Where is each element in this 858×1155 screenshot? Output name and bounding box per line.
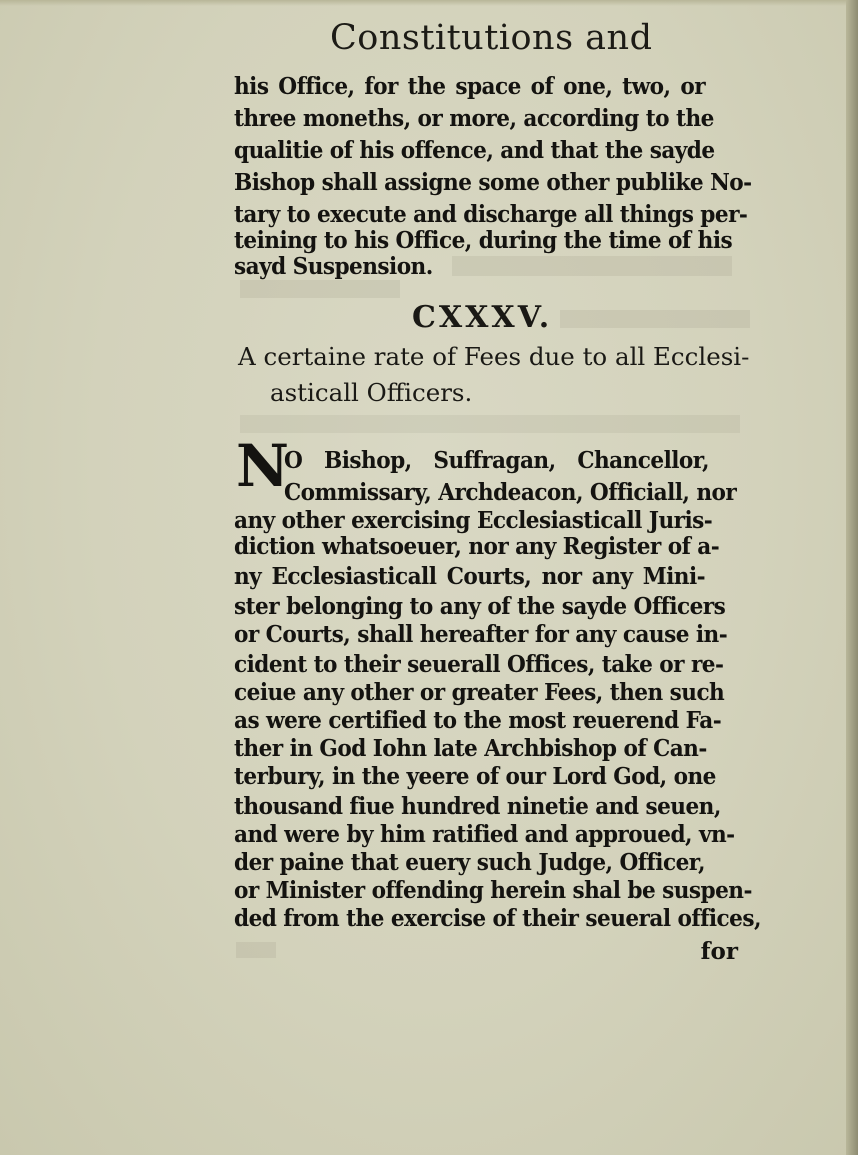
chapter-title-line: A certaine rate of Fees due to all Ecclesi- (238, 342, 750, 371)
running-head: Constitutions and (330, 18, 653, 58)
text-line: three moneths, or more, according to the (234, 104, 714, 132)
text-line: or Minister offending herein shal be suspen- (234, 876, 752, 904)
text-line: tary to execute and discharge all things per- (234, 200, 748, 228)
text-line: sayd Suspension. (234, 252, 433, 280)
show-through-mark (560, 310, 750, 328)
text-line: ther in God Iohn late Archbishop of Can- (234, 734, 707, 762)
text-line: Commissary, Archdeacon, Officiall, nor (284, 478, 737, 506)
text-line: cident to their seuerall Offices, take or re- (234, 650, 724, 678)
text-line: ceiue any other or greater Fees, then such (234, 678, 725, 706)
text-line: der paine that euery such Judge, Officer, (234, 848, 706, 876)
text-line: teining to his Office, during the time of his (234, 226, 733, 254)
chapter-title-line: asticall Officers. (270, 378, 473, 407)
text-line: thousand fiue hundred ninetie and seuen, (234, 792, 721, 820)
drop-initial: N (236, 432, 290, 500)
text-line: ded from the exercise of their seueral offices, (234, 904, 761, 932)
text-line: diction whatsoeuer, nor any Register of a- (234, 532, 720, 560)
text-line: or Courts, shall hereafter for any cause in- (234, 620, 728, 648)
show-through-mark (236, 942, 276, 958)
text-line: terbury, in the yeere of our Lord God, one (234, 762, 716, 790)
page-top-edge (0, 0, 858, 6)
show-through-mark (240, 280, 400, 298)
text-line: ny Ecclesiasticall Courts, nor any Mini- (234, 562, 706, 590)
text-line: ster belonging to any of the sayde Officers (234, 592, 726, 620)
text-line: as were certified to the most reuerend Fa- (234, 706, 722, 734)
text-line: Bishop shall assigne some other publike No- (234, 168, 752, 196)
text-line: O Bishop, Suffragan, Chancellor, (284, 446, 710, 474)
show-through-mark (240, 415, 740, 433)
page-right-edge (846, 0, 858, 1155)
text-line: qualitie of his offence, and that the sayde (234, 136, 715, 164)
text-line: his Office, for the space of one, two, or (234, 72, 706, 100)
text-line: any other exercising Ecclesiasticall Juris- (234, 506, 713, 534)
catchword: for (700, 938, 738, 965)
text-line: and were by him ratified and approued, vn- (234, 820, 735, 848)
chapter-number: CXXXV. (412, 300, 553, 335)
